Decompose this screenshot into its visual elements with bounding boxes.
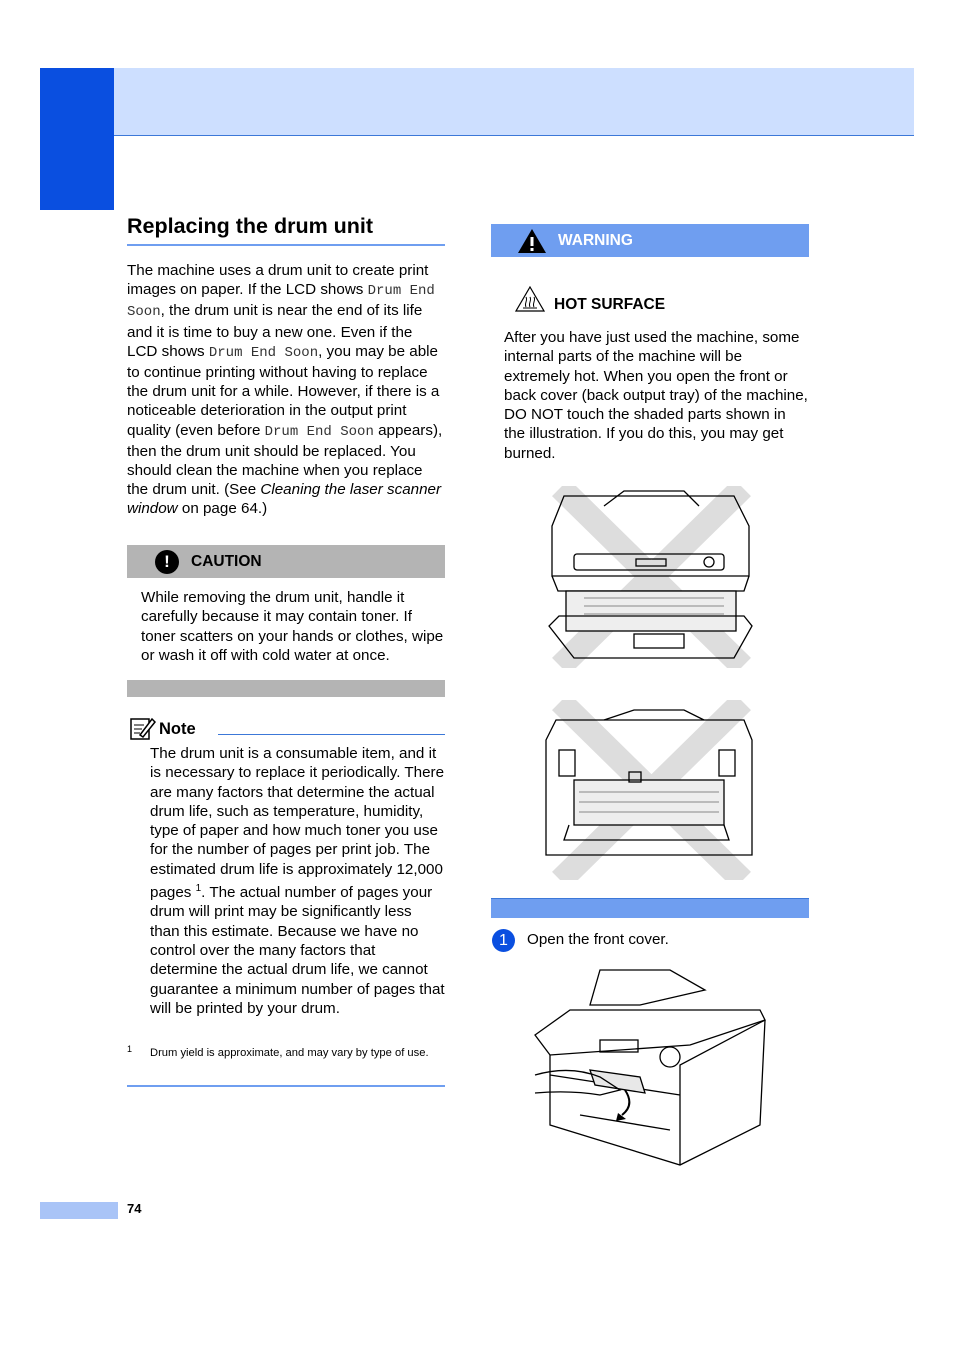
- back-open-printer-illustration: [544, 700, 754, 880]
- lcd-message: Drum End Soon: [127, 283, 435, 321]
- page-number-band: [40, 1202, 118, 1219]
- intro-text-4: appears), then the drum unit should be replaced. You should clean the machine when you replace the drum unit. (See: [127, 421, 443, 499]
- warning-triangle-icon: [517, 228, 547, 254]
- intro-text-3: , you may be able to continue printing without having to replace the drum unit for a while. However, if there is a noticeable deterioration in the output print quality (even before: [127, 342, 440, 439]
- intro-paragraph: [127, 261, 445, 519]
- footnote-text: Drum yield is approximate, and may vary by type of use.: [150, 1047, 429, 1059]
- header-band: [114, 68, 914, 136]
- warning-text: After you have just used the machine, some internal parts of the machine will be extremely hot. When you open the front or back cover (back output tray) of the machine, DO NOT touch the shaded parts shown in the illustration. If you do this, you may get burned.: [504, 329, 808, 462]
- hot-surface-label: HOT SURFACE: [554, 296, 666, 313]
- note-text-a: The drum unit is a consumable item, and it is necessary to replace it periodically. There are many factors that determine the actual drum life, such as temperature, humidity, type of paper and how much toner you use for the number of pages per print job. The estimated drum life is approximately 12,000 pages: [150, 745, 445, 902]
- note-pencil-icon: [130, 716, 156, 740]
- caution-bar: [127, 545, 445, 578]
- warning-label: WARNING: [558, 232, 633, 249]
- step-header-band: [491, 898, 809, 918]
- lcd-message: Drum End Soon: [208, 344, 319, 361]
- note-rule: [218, 734, 445, 735]
- footnote-number: 1: [127, 1044, 133, 1054]
- step-number-badge: 1: [492, 929, 515, 952]
- footnote: [127, 1045, 445, 1062]
- lcd-message: Drum End Soon: [264, 423, 374, 440]
- caution-footer-bar: [127, 680, 445, 697]
- caution-label: CAUTION: [191, 553, 262, 570]
- note-label: Note: [159, 720, 196, 738]
- intro-text-5: on page 64.): [177, 500, 268, 518]
- caution-text: While removing the drum unit, handle it carefully because it may contain toner. If toner scatters on your hands or clothes, wipe or wash it off with cold water at once.: [141, 589, 444, 664]
- note-text-b: . The actual number of pages your drum will print may be significantly less than this estimate. Because we have no control over the many factors that determine the actual drum life, we cannot guarantee a minimum number of pages that will be printed by your drum.: [150, 884, 445, 1017]
- hot-surface-icon: [515, 286, 545, 312]
- cross-reference-link[interactable]: Cleaning the laser scanner window: [127, 481, 442, 518]
- section-title: Replacing the drum unit: [127, 214, 445, 246]
- intro-text-2: , the drum unit is near the end of its life and it is time to buy a new one. Even if the LCD shows: [127, 302, 423, 360]
- footnote-ref: 1: [195, 883, 202, 895]
- intro-text-1: The machine uses a drum unit to create print images on paper. If the LCD shows: [127, 262, 429, 299]
- left-column: [127, 214, 445, 519]
- open-front-cover-illustration: [530, 965, 770, 1170]
- page-number: 74: [127, 1201, 142, 1216]
- warning-bar: [491, 224, 809, 257]
- exclamation-icon: !: [155, 550, 179, 574]
- step-text: Open the front cover.: [527, 931, 669, 948]
- front-open-printer-illustration: [544, 486, 754, 668]
- chapter-tab: [40, 68, 114, 210]
- footnote-rule: [127, 1085, 445, 1087]
- note-text: [150, 744, 445, 1018]
